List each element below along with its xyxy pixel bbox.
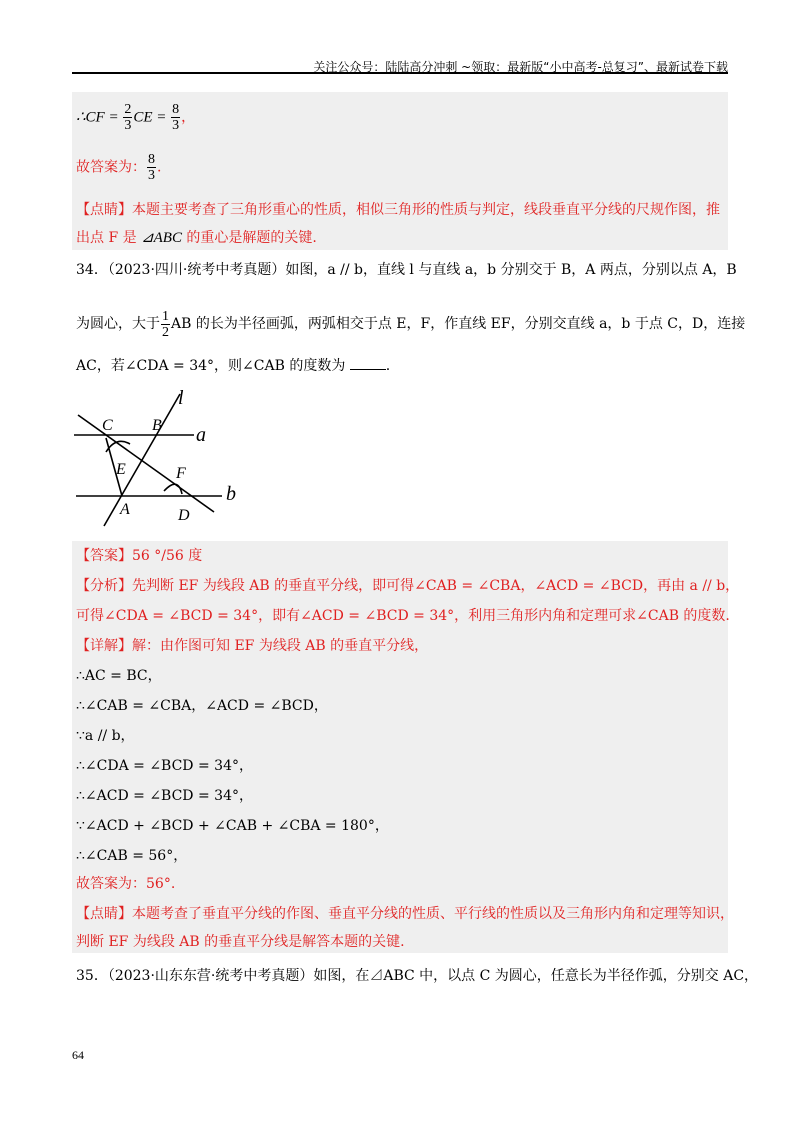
analysis-line1: 【分析】先判断 EF 为线段 AB 的垂直平分线，即可得∠CAB = ∠CBA，∠ACD = ∠BCD，再由 a // b， xyxy=(76,578,740,594)
detail-line: 【详解】解：由作图可知 EF 为线段 AB 的垂直平分线， xyxy=(76,638,429,654)
label-A: A xyxy=(120,501,130,518)
cf-equation: ∴CF = $\frac{2}{3}$ CE = $\frac{8}{3}$ ， xyxy=(76,102,196,133)
solution-comment-line1: 【点睛】本题考查了垂直平分线的作图、垂直平分线的性质、平行线的性质以及三角形内角和定理等知识， xyxy=(76,906,734,922)
answer-blank xyxy=(350,357,386,370)
page-number: 64 xyxy=(72,1048,84,1062)
label-B: B xyxy=(152,417,162,434)
geometry-figure xyxy=(72,384,252,534)
step-6: ∵∠ACD + ∠BCD + ∠CAB + ∠CBA = 180°， xyxy=(76,818,389,834)
prev-comment-line1: 【点睛】本题主要考查了三角形重心的性质，相似三角形的性质与判定，线段垂直平分线的尺规作图，推 xyxy=(76,202,720,218)
arc-f xyxy=(164,484,182,494)
answer-line: 【答案】56 °/56 度 xyxy=(76,548,203,564)
header-rule xyxy=(72,72,728,74)
prev-comment-line2: 出点 F 是 ⊿ABC 的重心是解题的关键. xyxy=(76,230,317,246)
analysis-line2: 可得∠CDA = ∠BCD = 34°，即有∠ACD = ∠BCD = 34°，利用三角形内角和定理可求∠CAB 的度数. xyxy=(76,608,730,624)
step-1: ∴AC = BC， xyxy=(76,668,162,684)
step-5: ∴∠ACD = ∠BCD = 34°， xyxy=(76,788,253,804)
label-C: C xyxy=(102,417,113,434)
final-answer: 故答案为：56°. xyxy=(76,876,176,892)
q34-line1: 34．（2023·四川·统考中考真题）如图，a // b，直线 l 与直线 a，b 分别交于 B，A 两点，分别以点 A，B xyxy=(76,262,737,278)
label-l: l xyxy=(178,387,184,409)
line-ef xyxy=(78,415,214,512)
q34-line3: AC，若∠CDA = 34°，则∠CAB 的度数为 . xyxy=(76,358,391,374)
label-b: b xyxy=(226,483,236,505)
prev-answer: 故答案为： $\frac{8}{3}$ . xyxy=(76,152,162,183)
step-2: ∴∠CAB = ∠CBA，∠ACD = ∠BCD， xyxy=(76,698,328,714)
step-7: ∴∠CAB = 56°， xyxy=(76,848,188,864)
q34-line2: 为圆心，大于 $\frac{1}{2}$ AB 的长为半径画弧，两弧相交于点 E，F，作直线 EF，分别交直线 a，b 于点 C，D，连接 xyxy=(76,308,746,340)
label-a: a xyxy=(196,424,206,446)
label-E: E xyxy=(116,461,126,478)
label-D: D xyxy=(178,507,190,524)
step-4: ∴∠CDA = ∠BCD = 34°， xyxy=(76,758,253,774)
q35-line1: 35．（2023·山东东营·统考中考真题）如图，在⊿ABC 中，以点 C 为圆心，任意长为半径作弧，分别交 AC， xyxy=(76,968,759,984)
step-3: ∵a // b， xyxy=(76,728,135,744)
label-F: F xyxy=(176,465,186,482)
page-header: 关注公众号：陆陆高分冲刺 ~领取：最新版“小中高考-总复习”、最新试卷下载 xyxy=(313,60,728,74)
solution-comment-line2: 判断 EF 为线段 AB 的垂直平分线是解答本题的关键. xyxy=(76,934,405,950)
